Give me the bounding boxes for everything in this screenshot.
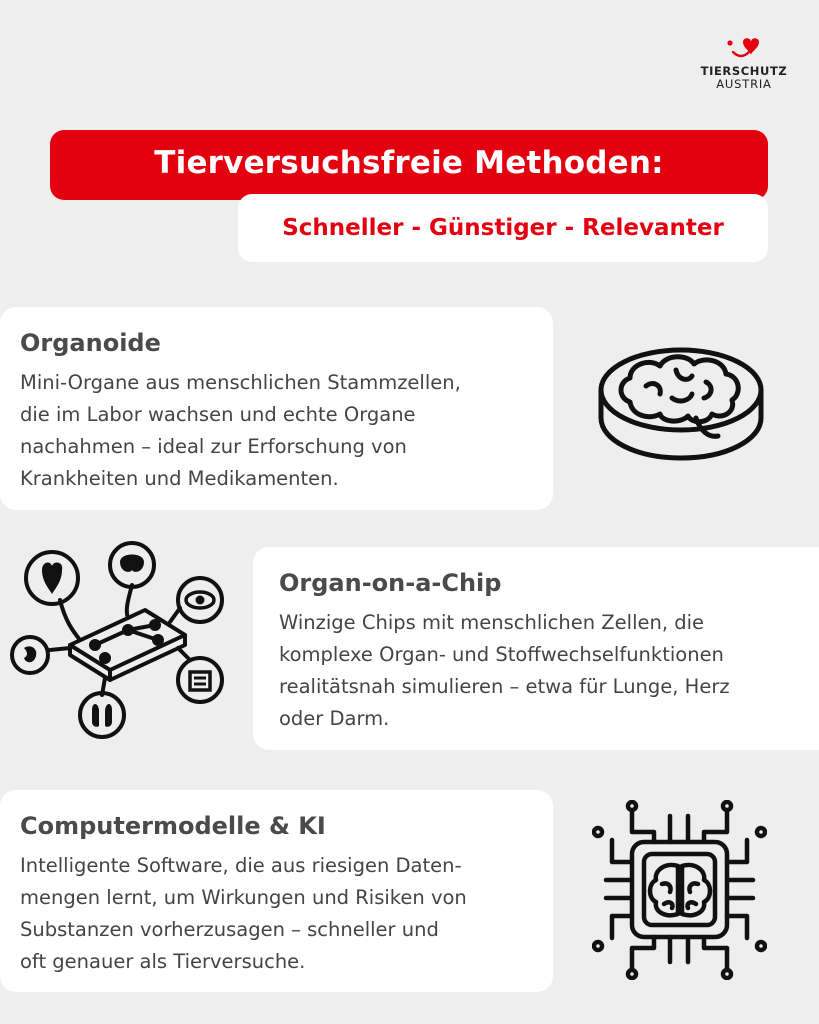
method-description: Winzige Chips mit menschlichen Zellen, die komplexe Organ- und Stoffwechselfunktionen realitätsnah simulieren – etwa für Lunge, Herz oder Darm. — [279, 611, 730, 730]
logo-text-tierschutz: TIERSCHUTZ — [700, 64, 788, 78]
logo-text-austria: AUSTRIA — [716, 77, 772, 91]
page-title: Tierversuchsfreie Methoden: — [154, 145, 664, 181]
page-subtitle: Schneller - Günstiger - Relevanter — [238, 194, 768, 262]
method-description: Mini-Organe aus menschlichen Stammzellen, die im Labor wachsen und echte Organe nachahmen – ideal zur Erforschung von Krankheiten und Medikamenten. — [20, 371, 461, 490]
method-card-organoide — [0, 307, 553, 510]
heart-face-logo-icon — [721, 36, 767, 62]
method-description: Intelligente Software, die aus riesigen Daten- mengen lernt, um Wirkungen und Risiken von Substanzen vorherzusagen – schneller und oft genauer als Tierversuche. — [20, 854, 467, 973]
organ-on-chip-icon — [10, 540, 245, 740]
ai-brain-chip-icon — [592, 800, 767, 980]
tierschutz-austria-logo — [694, 36, 794, 91]
method-card-organ-on-a-chip — [253, 547, 819, 750]
method-title: Computermodelle & KI — [20, 812, 326, 840]
brain-petri-dish-icon — [596, 340, 766, 470]
method-card-computermodelle-ki — [0, 790, 553, 992]
method-title: Organ-on-a-Chip — [279, 569, 502, 597]
method-title: Organoide — [20, 329, 161, 357]
